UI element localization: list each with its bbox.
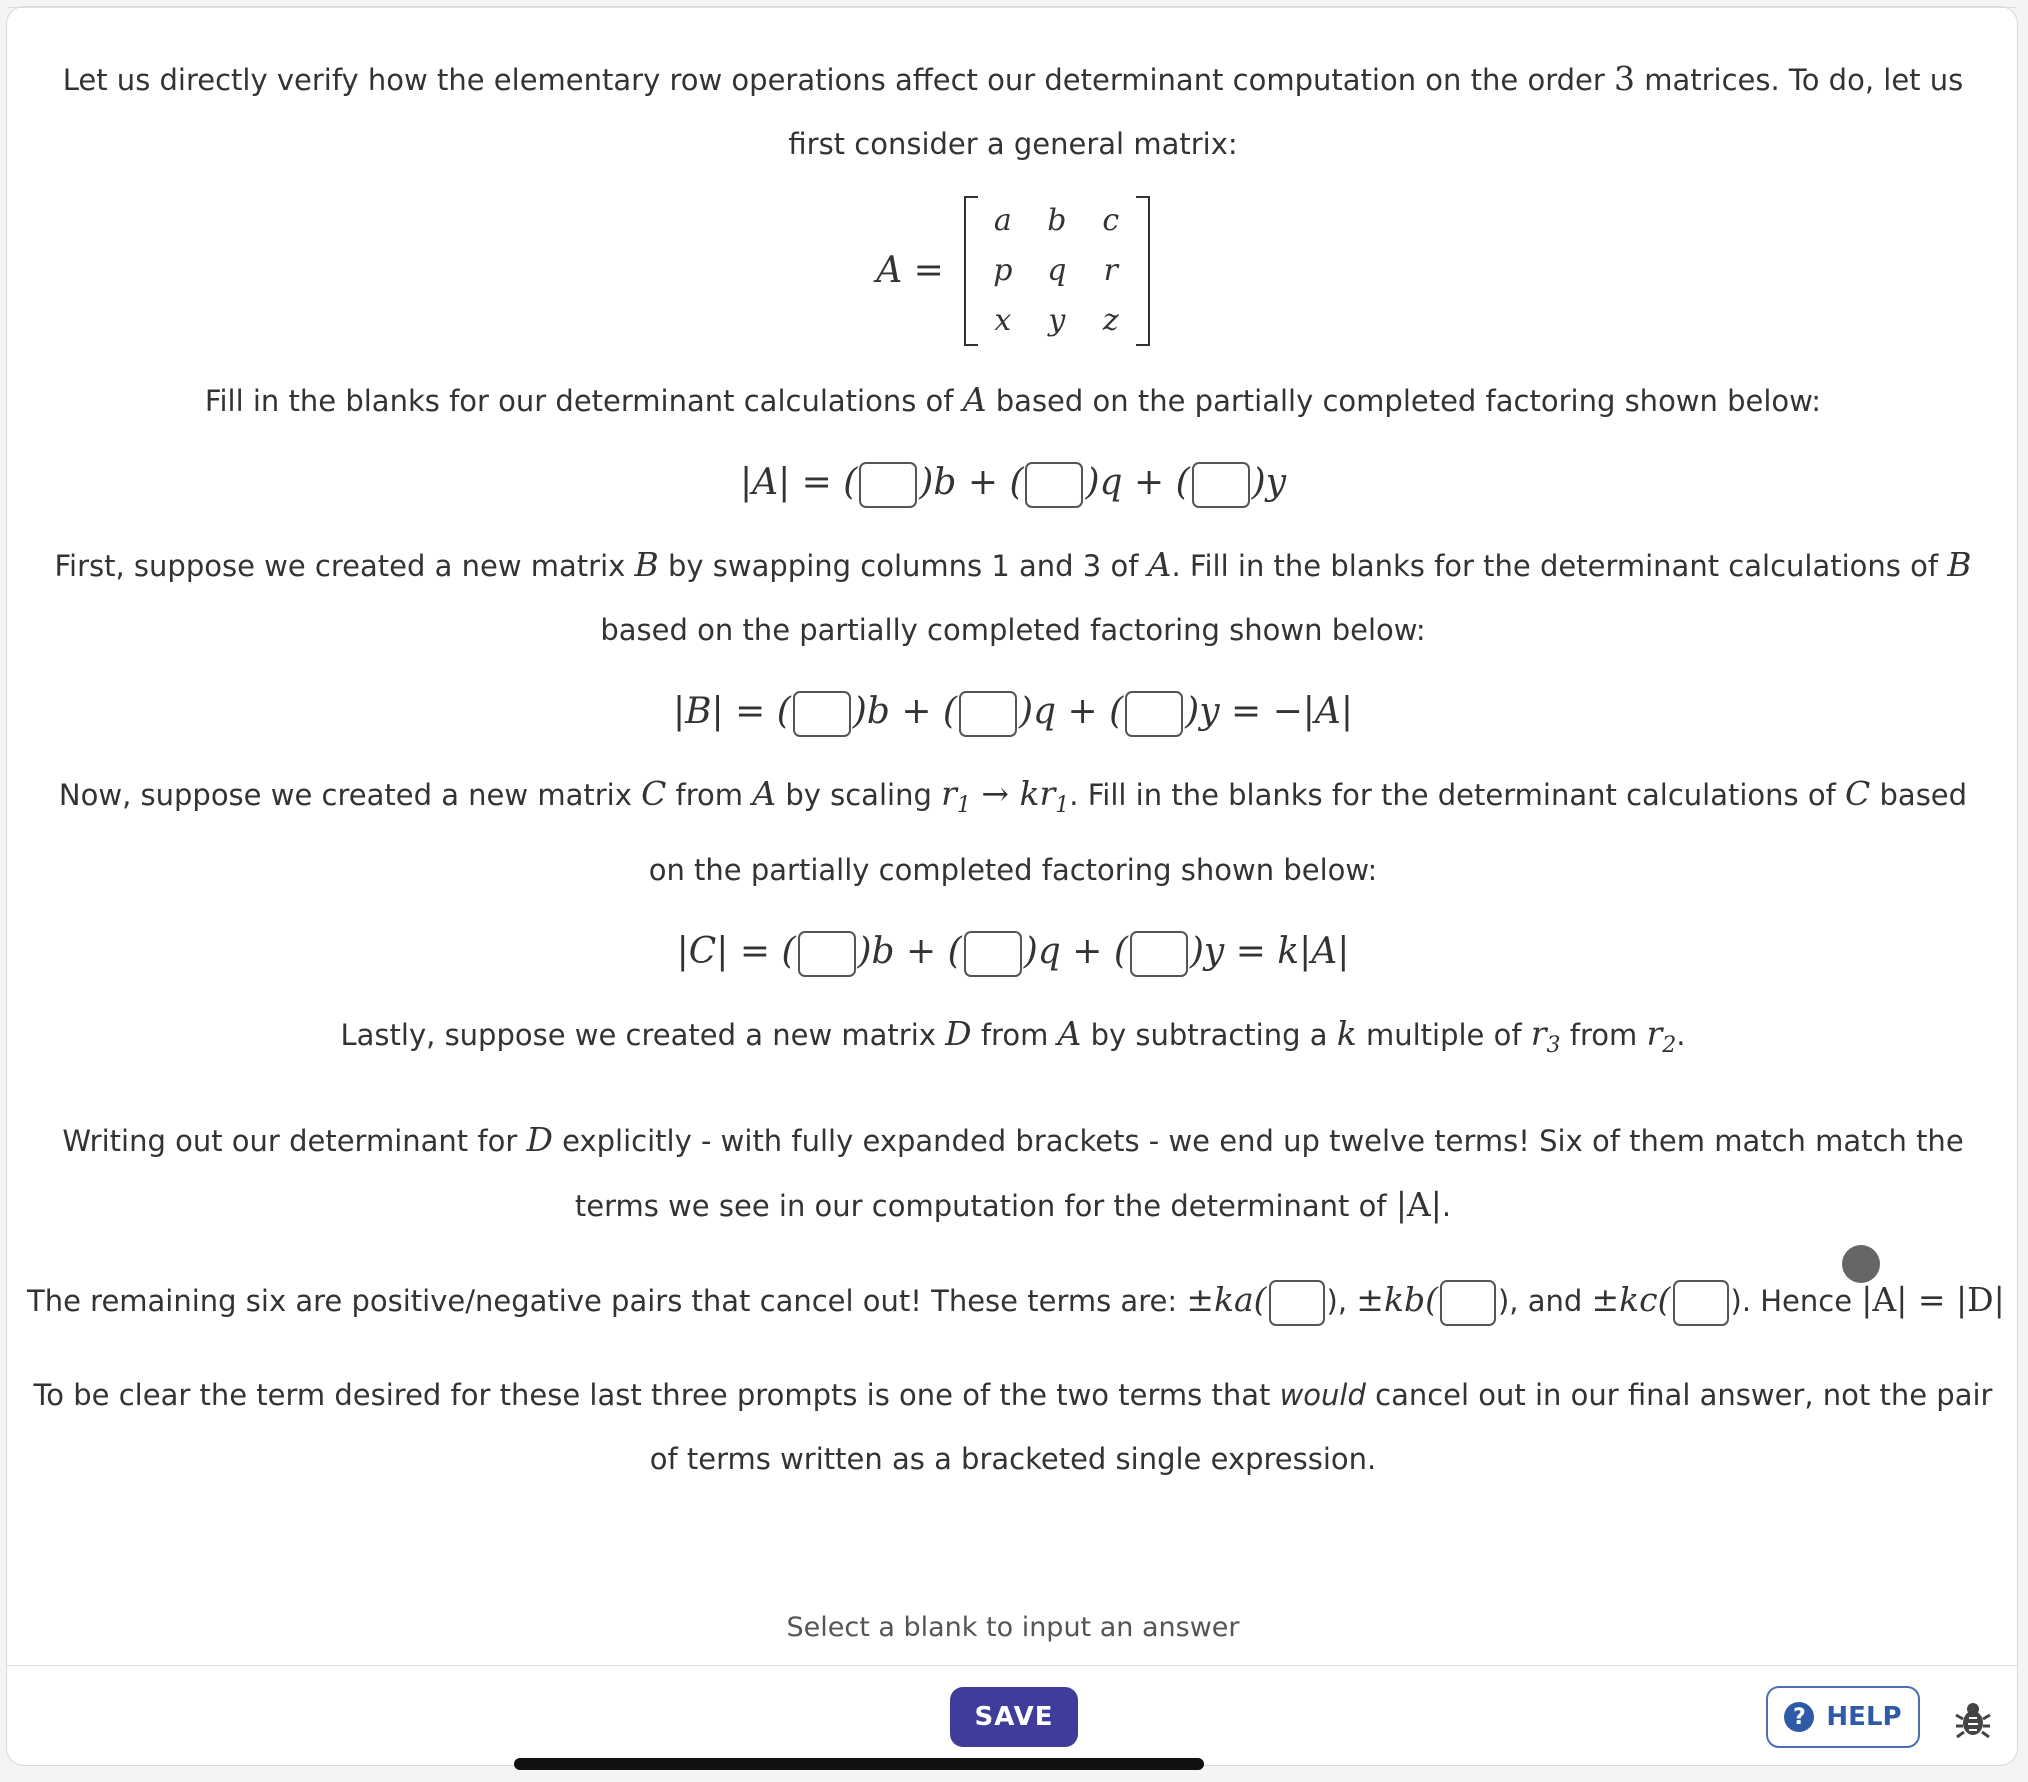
equation-c: |C| = ( )b + ( )q + ( )y = k|A| — [7, 920, 2019, 984]
matrix-a-display — [7, 196, 2019, 346]
matrix-cell: b — [1047, 203, 1067, 238]
help-button[interactable] — [1766, 1686, 1920, 1748]
save-button[interactable]: SAVE — [950, 1687, 1078, 1747]
clarify-paragraph: To be clear the term desired for these last three prompts is one of the two terms that would cancel out in our final answer, not the pair of terms written as a bracketed single expression. — [33, 1377, 1993, 1476]
matrix-cell: x — [994, 303, 1012, 338]
intro-paragraph: Let us directly verify how the elementary row operations affect our determinant computation on the order 3 matrices. To do, let us first consider a general matrix: — [62, 59, 1964, 161]
matrix-cell: q — [1047, 253, 1067, 288]
help-label: HELP — [1826, 1702, 1902, 1732]
blank-a-2[interactable] — [1025, 462, 1083, 508]
matrix-cell: c — [1102, 203, 1120, 238]
explicit-paragraph: Writing out our determinant for D explicitly - with fully expanded brackets - we end up twelve terms! Six of them match match the terms we see in our computation for the determinant of |A|. — [62, 1119, 1964, 1224]
swap-paragraph: First, suppose we created a new matrix B by swapping columns 1 and 3 of A. Fill in the blanks for the determinant calculations of B based on the partially completed factoring shown below: — [54, 545, 1972, 647]
equation-b: |B| = ( )b + ( )q + ( )y = −|A| — [7, 680, 2019, 744]
cursor-dot — [1842, 1245, 1880, 1283]
blank-d-2[interactable] — [1440, 1280, 1496, 1326]
blank-d-3[interactable] — [1673, 1280, 1729, 1326]
bug-report-icon[interactable] — [1955, 1699, 1991, 1739]
matrix-cell: z — [1102, 303, 1119, 338]
matrix-cell: a — [993, 203, 1012, 238]
blank-b-2[interactable] — [959, 691, 1017, 737]
input-hint: Select a blank to input an answer — [786, 1612, 1240, 1643]
matrix-label: A = — [876, 250, 944, 291]
question-circle-icon: ? — [1784, 1702, 1814, 1732]
remaining-paragraph: The remaining six are positive/negative pairs that cancel out! These terms are: ±ka( ), ±kb( ), and ±kc( ). Hence |A| = |D| — [7, 1268, 2019, 1333]
blank-c-3[interactable] — [1130, 931, 1188, 977]
footer-divider — [7, 1665, 2017, 1666]
blank-b-3[interactable] — [1125, 691, 1183, 737]
blank-c-2[interactable] — [964, 931, 1022, 977]
question-content — [7, 7, 2019, 1667]
blank-d-1[interactable] — [1269, 1280, 1325, 1326]
blank-b-1[interactable] — [793, 691, 851, 737]
matrix-cell: p — [993, 253, 1013, 288]
matrix-cell: y — [1048, 303, 1066, 338]
fill-a-paragraph: Fill in the blanks for our determinant calculations of A based on the partially completed factoring shown below: — [204, 380, 1822, 419]
blank-c-1[interactable] — [798, 931, 856, 977]
home-indicator — [514, 1758, 1204, 1770]
matrix-cell: r — [1103, 253, 1118, 288]
matrix-a — [964, 196, 1150, 346]
blank-a-1[interactable] — [859, 462, 917, 508]
subtract-paragraph: Lastly, suppose we created a new matrix D from A by subtracting a k multiple of $r_3$ from $r_2$. — [340, 1013, 1686, 1058]
blank-a-3[interactable] — [1192, 462, 1250, 508]
scale-paragraph: Now, suppose we created a new matrix C from A by scaling $r_1 \to kr_1$. Fill in the blanks for the determinant calculations of C based on the partially completed factoring shown below: — [58, 774, 1968, 887]
question-card — [6, 6, 2018, 1766]
equation-a: |A| = ( )b + ( )q + ( )y — [7, 451, 2019, 515]
